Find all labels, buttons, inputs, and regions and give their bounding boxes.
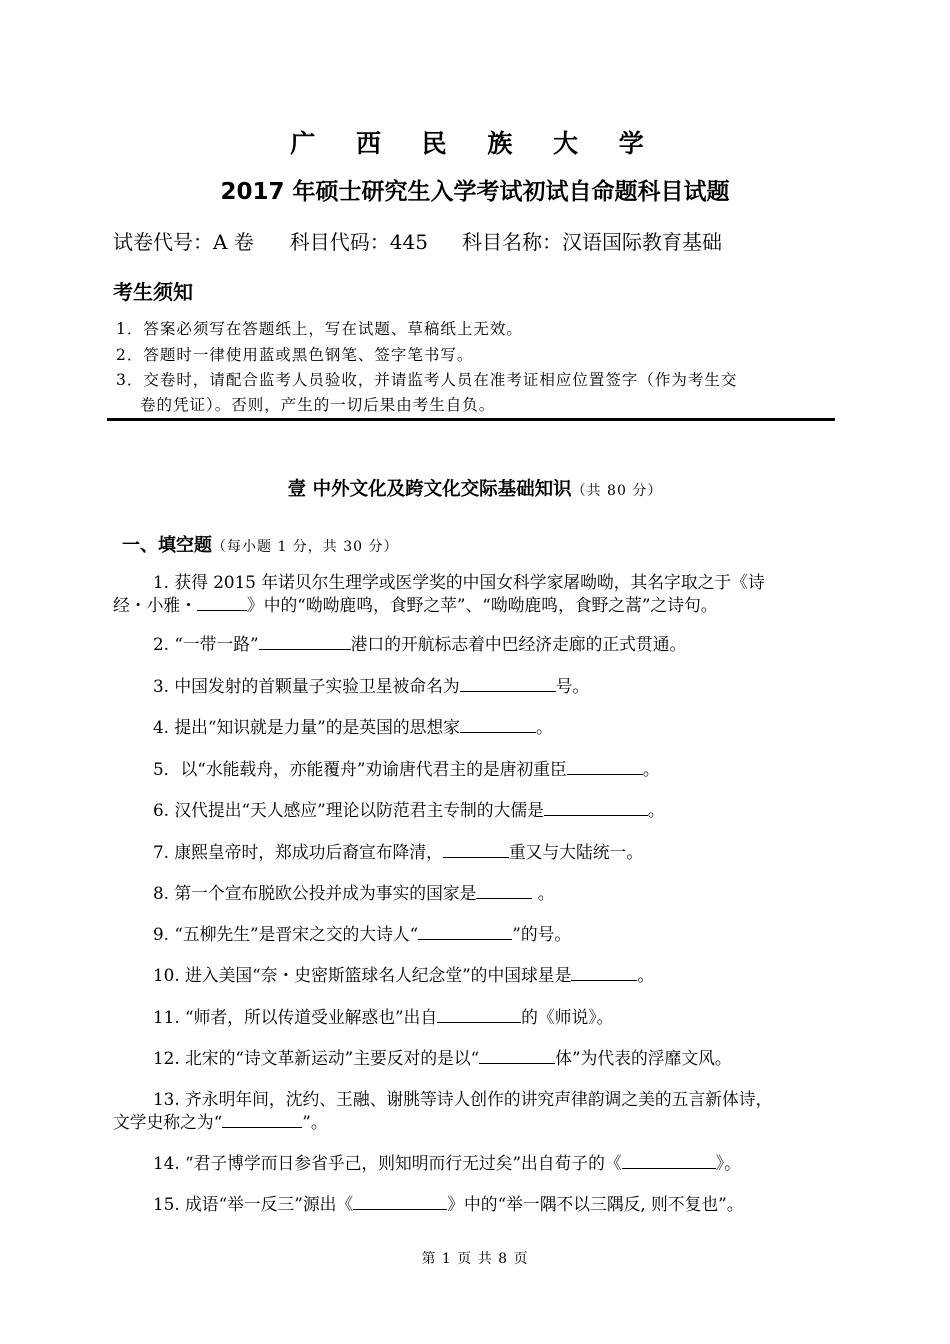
question-text: 》中的“呦呦鹿鸣，食野之苹”、“呦呦鹿鸣，食野之蒿”之诗句。 [246, 595, 718, 615]
paper-code: 试卷代号：A 卷 [113, 230, 254, 254]
notice-item: 卷的凭证）。否则，产生的一切后果由考生自负。 [140, 396, 496, 414]
question-13 [113, 1087, 840, 1111]
answer-blank[interactable] [437, 1005, 521, 1023]
answer-blank[interactable] [571, 963, 637, 981]
page-footer: 第 1 页 共 8 页 [421, 1251, 529, 1267]
question-7 [113, 840, 840, 864]
part-heading [122, 531, 399, 557]
question-3 [113, 674, 840, 698]
exam-meta-row [113, 226, 722, 255]
question-14 [113, 1151, 840, 1175]
question-1 [113, 570, 840, 594]
question-text: 重又与大陆统一。 [508, 842, 644, 862]
part-score-note: （每小题 1 分，共 30 分） [212, 539, 399, 555]
question-8 [113, 881, 840, 905]
part-title: 一、填空题 [122, 535, 212, 556]
answer-blank[interactable] [418, 922, 512, 940]
question-10 [113, 963, 840, 987]
question-12 [113, 1046, 840, 1070]
subject-code: 科目代码：445 [289, 230, 428, 254]
notice-item: 2．答题时一律使用蓝或黑色钢笔、签字笔书写。 [116, 346, 474, 364]
question-text: 13. 齐永明年间，沈约、王融、谢朓等诗人创作的讲究声律韵调之美的五言新体诗， [153, 1089, 773, 1109]
question-text: 经・小雅・ [113, 595, 197, 615]
question-11 [113, 1005, 840, 1029]
answer-blank[interactable] [479, 1046, 555, 1064]
question-9 [113, 922, 840, 946]
question-text: 港口的开航标志着中巴经济走廊的正式贯通。 [350, 634, 687, 654]
question-15 [113, 1192, 840, 1216]
answer-blank[interactable] [197, 593, 247, 611]
answer-blank[interactable] [222, 1110, 302, 1128]
question-1-cont [113, 593, 840, 617]
question-text: 》中的“举一隅不以三隅反, 则不复也”。 [447, 1194, 744, 1214]
question-text: 1. 获得 2015 年诺贝尔生理学或医学奖的中国女科学家屠呦呦，其名字取之于《诗 [153, 572, 765, 592]
question-4 [113, 715, 840, 739]
university-name: 广 西 民 族 大 学 [290, 129, 660, 158]
question-text: 14. “君子博学而日参省乎己，则知明而行无过矣”出自荀子的《 [153, 1153, 622, 1173]
notice-heading: 考生须知 [113, 280, 193, 304]
question-6 [113, 798, 840, 822]
section-heading [0, 475, 950, 501]
section-divider [107, 418, 835, 421]
question-2 [113, 632, 840, 656]
answer-blank[interactable] [460, 715, 536, 733]
question-text: 6. 汉代提出“天人感应”理论以防范君主专制的大儒是 [153, 800, 544, 820]
answer-blank[interactable] [353, 1192, 447, 1210]
question-text: 8. 第一个宣布脱欧公投并成为事实的国家是 [153, 883, 477, 903]
question-text: 》。 [715, 1153, 741, 1173]
answer-blank[interactable] [460, 674, 556, 692]
question-text: 10. 进入美国“奈・史密斯篮球名人纪念堂”的中国球星是 [153, 965, 572, 985]
question-13-cont [113, 1110, 840, 1134]
question-text: 体”为代表的浮靡文风。 [555, 1048, 732, 1068]
question-text: 。 [647, 800, 665, 820]
notice-item: 3．交卷时，请配合监考人员验收，并请监考人员在准考证相应位置签字（作为考生交 [116, 371, 738, 389]
question-text: 12. 北宋的“诗文革新运动”主要反对的是以“ [153, 1048, 480, 1068]
question-text: ”。 [302, 1112, 328, 1132]
question-text: 15. 成语“举一反三”源出《 [153, 1194, 354, 1214]
answer-blank[interactable] [443, 840, 509, 858]
answer-blank[interactable] [567, 757, 643, 775]
question-text: 9. “五柳先生”是晋宋之交的大诗人“ [153, 924, 419, 944]
question-text: 的《师说》。 [521, 1007, 614, 1027]
question-5 [113, 757, 840, 781]
question-text: 号。 [555, 676, 590, 696]
answer-blank[interactable] [622, 1151, 716, 1169]
question-text: 4. 提出“知识就是力量”的是英国的思想家 [153, 717, 461, 737]
question-text: 11. “师者，所以传道受业解惑也”出自 [153, 1007, 438, 1027]
question-text: 7. 康熙皇帝时，郑成功后裔宣布降清， [153, 842, 443, 862]
question-text: 文学史称之为“ [113, 1112, 223, 1132]
question-text: 。 [637, 965, 655, 985]
question-text: 。 [642, 759, 660, 779]
answer-blank[interactable] [476, 881, 532, 899]
answer-blank[interactable] [544, 798, 648, 816]
question-text: 。 [536, 717, 553, 737]
question-text: ”的号。 [512, 924, 572, 944]
question-text: 2. “一带一路” [153, 634, 259, 654]
subject-name: 科目名称：汉语国际教育基础 [462, 230, 722, 254]
question-text: 5．以“水能载舟，亦能覆舟”劝谕唐代君主的是唐初重臣 [153, 759, 567, 779]
exam-title: 2017 年硕士研究生入学考试初试自命题科目试题 [220, 179, 730, 205]
answer-blank[interactable] [259, 632, 351, 650]
section-score-note: （共 80 分） [571, 483, 663, 499]
notice-item: 1．答案必须写在答题纸上，写在试题、草稿纸上无效。 [116, 320, 523, 338]
question-text: 3. 中国发射的首颗量子实验卫星被命名为 [153, 676, 460, 696]
section-title: 壹 中外文化及跨文化交际基础知识 [287, 479, 572, 500]
question-text: 。 [532, 883, 555, 903]
